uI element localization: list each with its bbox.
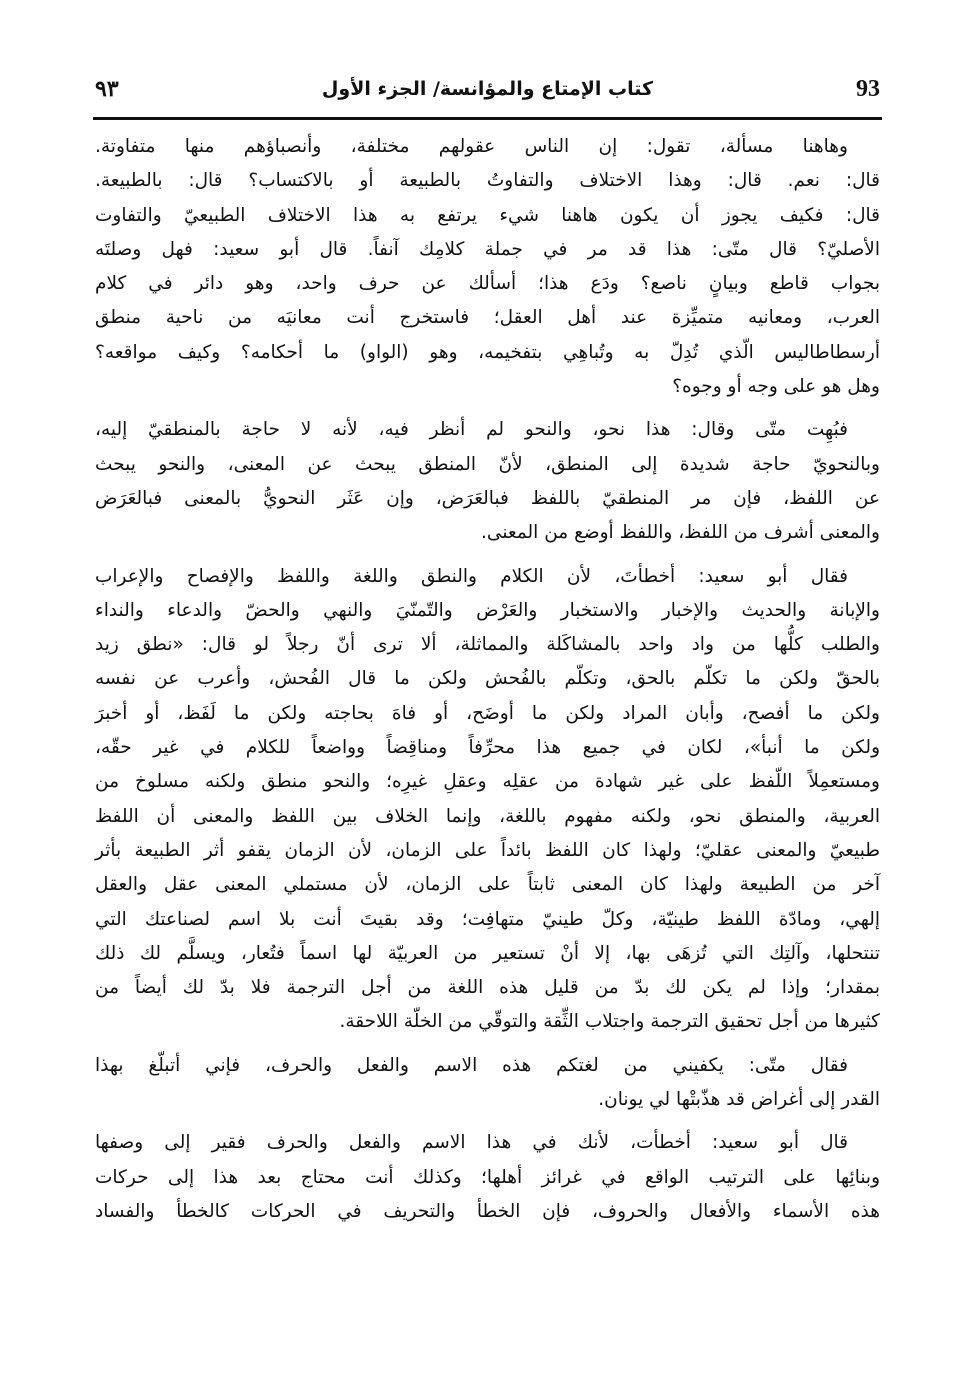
text-line: وبالنحويّ حاجة شديدة إلى المنطق، لأنّ المنطق يبحث عن المعنى، والنحو يبحث — [95, 453, 880, 475]
text-line: آخر من الطبيعة ولهذا كان المعنى ثابتاً على الزمان، لأن مستملي المعنى عقل والعقل — [95, 874, 880, 896]
text-line: ومستعمِلاً اللّفظ على غير شهادة من عقلِه وعقلِ غيرِه؛ والنحو منطق ولكنه مسلوخ من — [95, 771, 880, 793]
text-line: إلهي، ومادّة اللفظ طينيّة، وكلّ طينيّ متهافِت؛ وقد بقيتَ أنت بلا اسم لصناعتك التي — [95, 908, 880, 930]
text-line: والإبانة والحديث والإخبار والاستخبار والعَرْض والتّمنّيَ والنهي والحضّ والدعاء والنداء — [95, 599, 880, 621]
text-line: بمقدار؛ وإذا لم يكن لك بدّ من قليل هذه اللغة من أجل الترجمة فلا بدّ لك أيضاً من — [95, 977, 880, 999]
text-line: فبُهِت متّى وقال: هذا نحو، والنحو لم أنظر فيه، لأنه لا حاجة بالمنطقيّ إليه، — [95, 419, 848, 441]
text-line: والمعنى أشرف من اللفظ، واللفظ أوضع من المعنى. — [481, 522, 880, 544]
text-line: بجواب قاطع وبيانٍ ناصع؟ ودَع هذا؛ أسألك عن حرف واحد، وهو دائر في كلام — [95, 273, 880, 295]
text-line: ولكن ما أنبأ»، لكان في جميع هذا محرِّفاً ومناقِضاً وواضعاً للكلام في غير حقّه، — [95, 737, 880, 759]
text-line: العرب، ومعانيه متميِّزة عند أهل العقل؛ فاستخرج أنت معانيَه من ناحية منطق — [95, 307, 880, 329]
text-line: فقال متّى: يكفيني من لغتكم هذه الاسم والفعل والحرف، فإني أتبلّغ بهذا — [95, 1054, 848, 1076]
text-line: وهل هو على وجه أو وجوه؟ — [672, 376, 880, 398]
paragraph — [95, 130, 880, 404]
page-number-arabic: ٩٣ — [95, 76, 119, 102]
text-line: العربية، والمنطق نحو، ولكنه مفهوم باللغة، وإنما الخلاف بين اللفظ والمعنى أن اللفظ — [95, 805, 880, 827]
text-line: أرسطاطاليس الّذي تُدِلّ به وتُباهِي بتفخيمه، وهو (الواو) ما أحكامه؟ وكيف مواقعه؟ — [95, 341, 880, 363]
text-line: الأصليّ؟ قال متّى: هذا قد مر في جملة كلامِك آنفاً. قال أبو سعيد: فهل وصلتَه — [95, 238, 880, 260]
text-line: كثيرها من أجل تحقيق الترجمة واجتلاب الثِّقة والتوقّي من الخلّة اللاحقة. — [339, 1011, 880, 1033]
text-line: طبيعيّ والمعنى عقليّ؛ ولهذا كان اللفظ بائداً على الزمان، لأن الزمان يقفو أثر الطبيعة بأثر — [95, 839, 880, 861]
running-header — [95, 76, 880, 112]
text-line: القدر إلى أغراض قد هذّبتْها لي يونان. — [598, 1089, 880, 1111]
text-line: والطلب كلُّها من واد واحد بالمشاكَلة والمماثلة، ألا ترى أنّ رجلاً لو قال: «نطق زيد — [95, 634, 880, 656]
running-title: كتاب الإمتاع والمؤانسة/ الجزء الأول — [321, 78, 654, 100]
text-line: ولكن ما أفصح، وأبان المراد ولكن ما أوضَح، أو فاهَ بحاجته ولكن ما لَفَظ، أو أخبرَ — [95, 702, 880, 724]
text-line: وهاهنا مسألة، تقول: إن الناس عقولهم مختلفة، وأنصباؤهم منها متفاوتة. — [95, 136, 848, 157]
paragraph — [95, 1049, 880, 1118]
paragraph — [95, 413, 880, 550]
text-line: تنتحلها، وآلتِك التي تُزهَى بها، إلا أنْ تستعير من العربيّة لها اسماً فتُعار، ويسلَّم لك ذلك — [95, 942, 880, 964]
header-rule — [93, 117, 882, 120]
text-line: قال: فكيف يجوز أن يكون هاهنا شيء يرتفع به هذا الاختلاف الطبيعيّ والتفاوت — [95, 204, 880, 226]
text-line: بالحقّ ولكن ما تكلّم بالحق، وتكلّم بالفُحش ولكن ما قال الفُحش، وأعرب عن نفسه — [95, 668, 880, 690]
text-line: هذه الأسماء والأفعال والحروف، فإن الخطأ والتحريف في الحركات كالخطأ والفساد — [95, 1200, 880, 1222]
paragraph — [95, 560, 880, 1040]
paragraph — [95, 1126, 880, 1229]
text-line: وبنائِها على الترتيب الواقع في غرائز أهلها؛ وكذلك أنت محتاج بعد هذا إلى حركات — [95, 1166, 880, 1188]
page-number-latin: 93 — [856, 76, 880, 102]
text-line: قال أبو سعيد: أخطأت، لأنك في هذا الاسم والفعل والحرف فقير إلى وصفها — [95, 1132, 848, 1154]
text-line: فقال أبو سعيد: أخطأتَ، لأن الكلام والنطق واللغة واللفظ والإفصاح والإعراب — [95, 565, 848, 587]
text-line: قال: نعم. قال: وهذا الاختلاف والتفاوتُ بالطبيعة أو بالاكتساب؟ قال: بالطبيعة. — [95, 170, 880, 192]
text-line: عن اللفظ، فإن مر المنطقيّ باللفظ فبالعَرَض، وإن عَثَر النحويُّ بالمعنى فبالعَرَض — [95, 487, 880, 509]
page-body — [95, 130, 880, 1238]
